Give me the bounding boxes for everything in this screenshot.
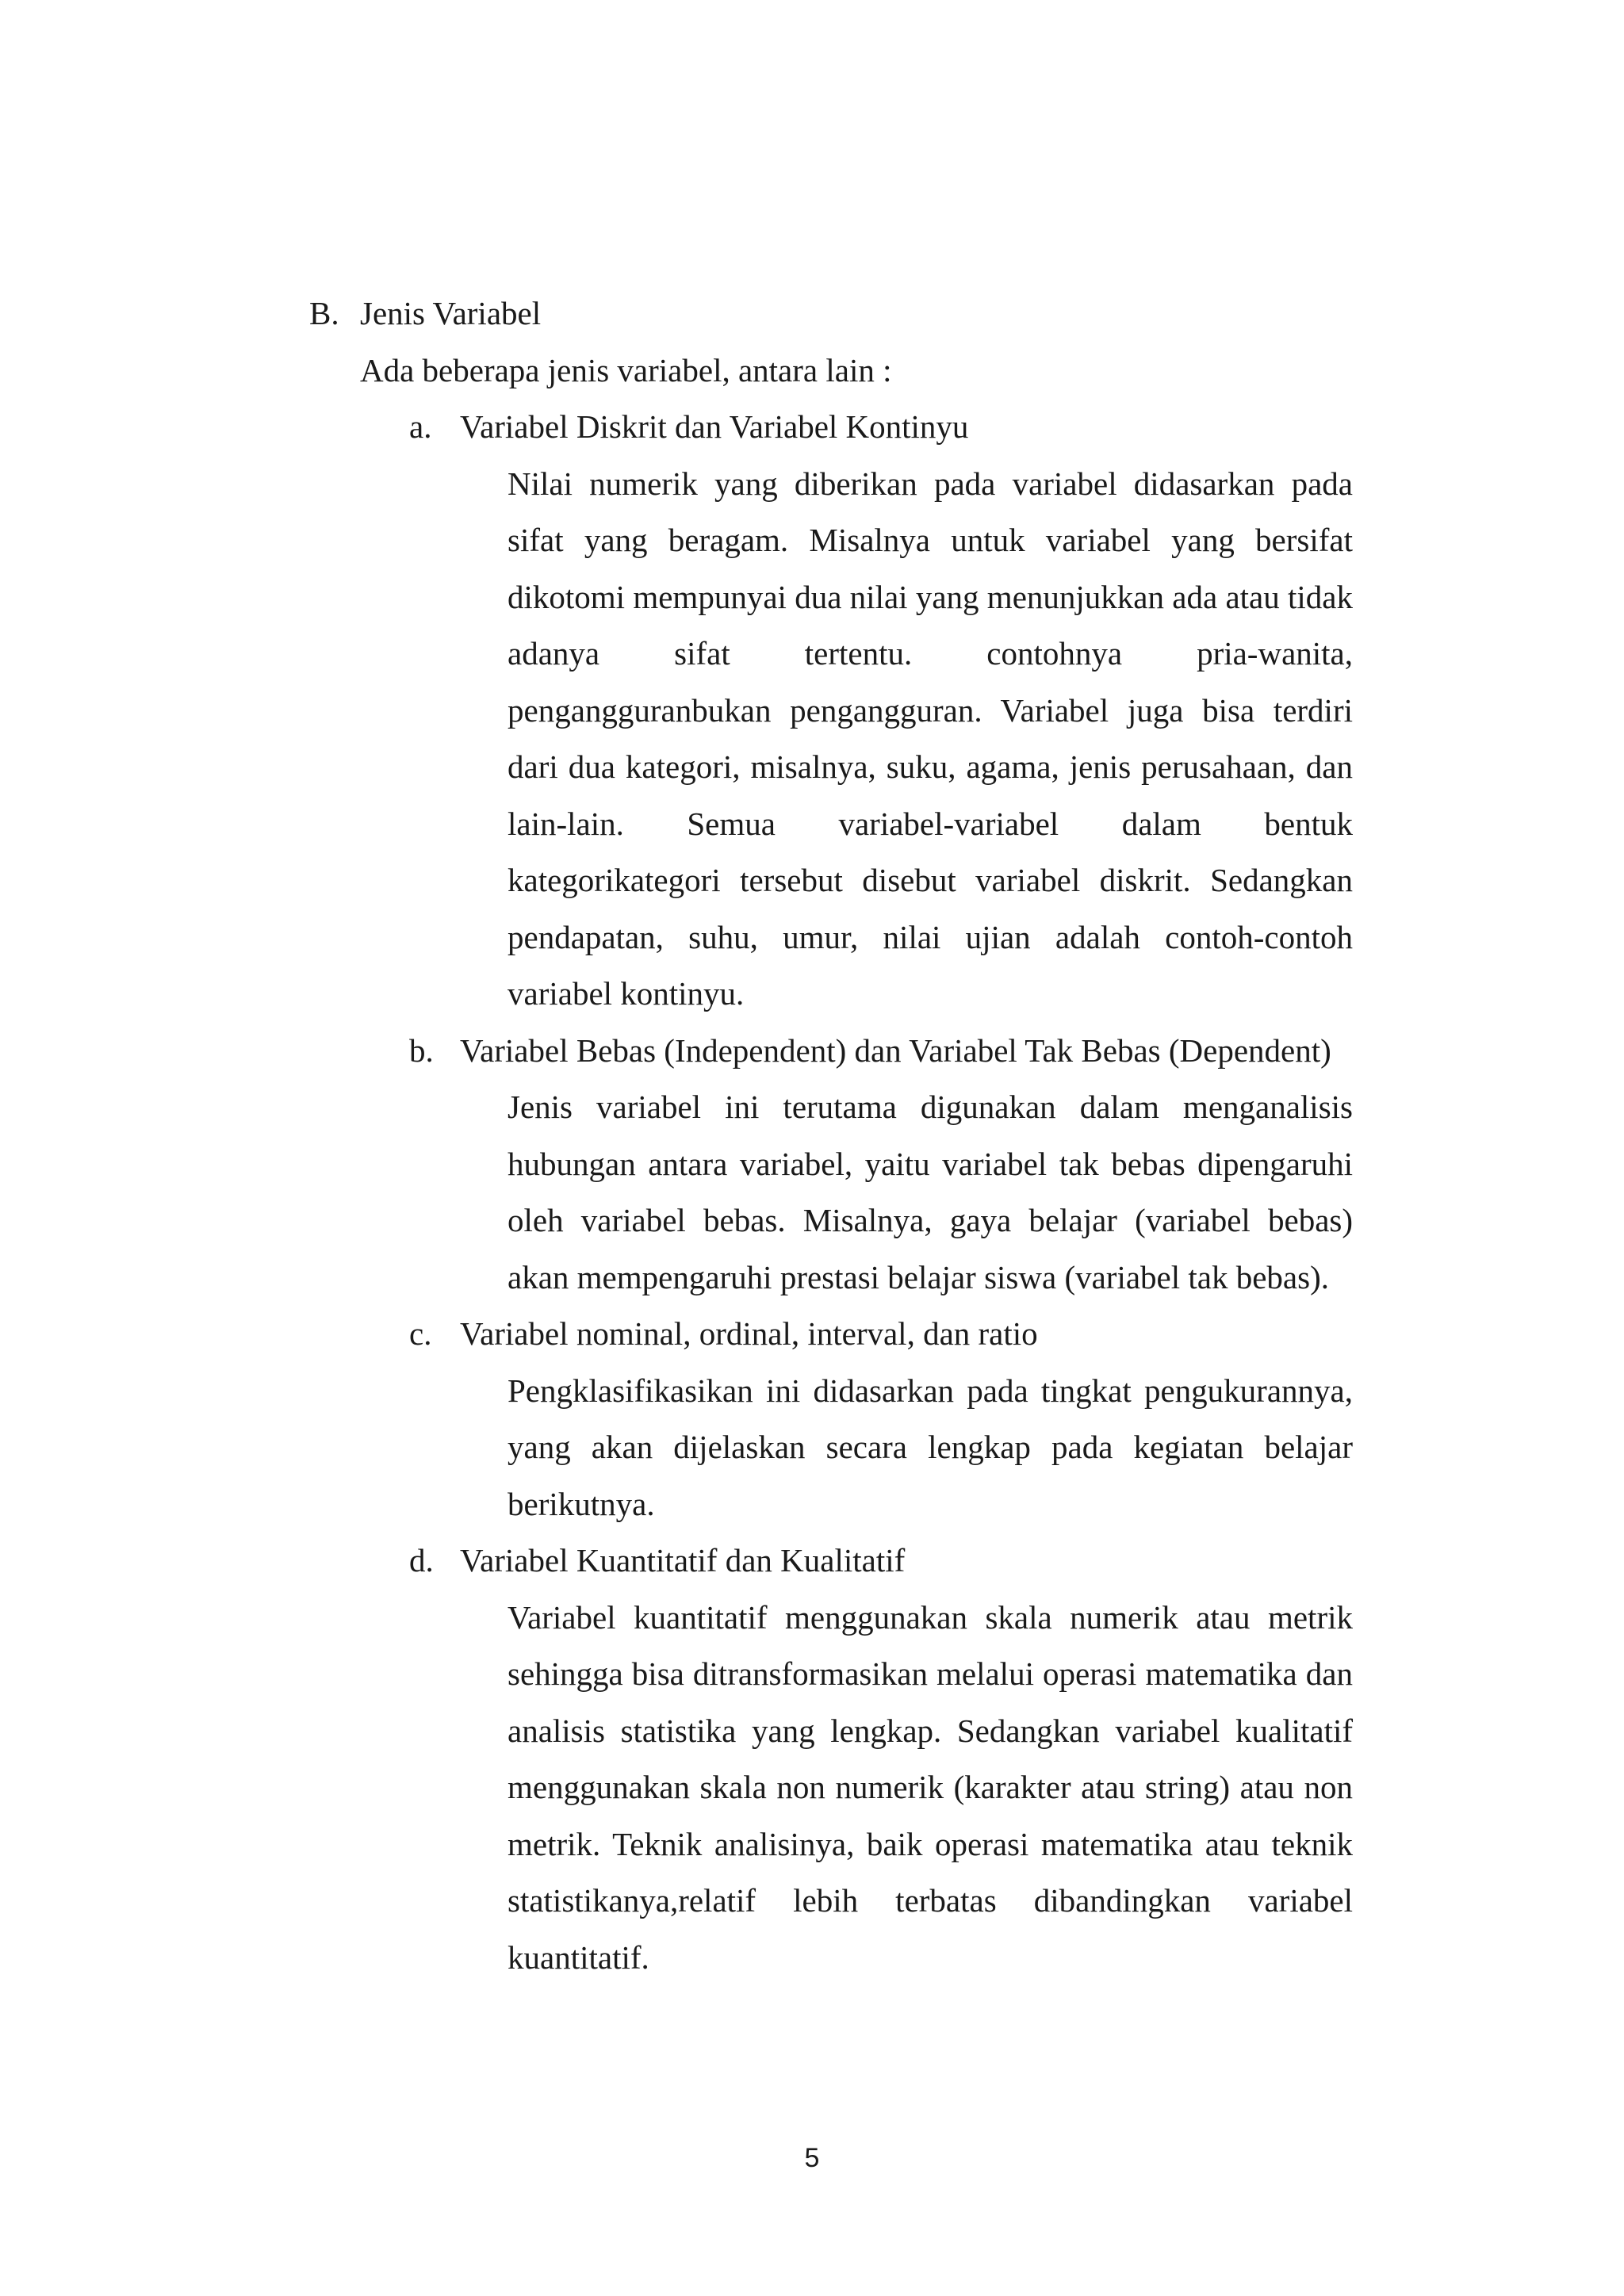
item-letter: a. [409,408,432,445]
item-heading [409,1023,1404,1080]
list-item [409,1306,1404,1533]
item-letter: d. [409,1542,434,1578]
item-body: Pengklasifikasikan ini didasarkan pada tingkat pengukurannya, yang akan dijelaskan secara lengkap pada kegiatan belajar berikutnya. [508,1372,1353,1522]
page-number: 5 [804,2143,820,2173]
item-title: Variabel Bebas (Independent) dan Variabel Tak Bebas (Dependent) [460,1031,1331,1069]
list-item [409,1023,1404,1307]
list-item [409,1533,1404,1986]
section-heading [309,285,1404,342]
item-title: Variabel Kuantitatif dan Kualitatif [460,1542,906,1578]
section-letter: B. [309,295,339,331]
item-body: Variabel kuantitatif menggunakan skala numerik atau metrik sehingga bisa ditransformasikan melalui operasi matematika dan analisis statistika yang lengkap. Sedangkan variabel kualitatif menggunakan skala non numerik (karakter atau string) atau non metrik. Teknik analisinya, baik operasi matematika atau teknik statistikanya,relatif lebih terbatas dibandingkan variabel kuantitatif. [508,1598,1353,1976]
item-title: Variabel Diskrit dan Variabel Kontinyu [460,408,969,445]
item-letter: c. [409,1315,432,1352]
section-title: Jenis Variabel [360,295,542,331]
item-heading [409,399,1404,456]
item-body: Nilai numerik yang diberikan pada variabel didasarkan pada sifat yang beragam. Misalnya untuk variabel yang bersifat dikotomi mempunyai dua nilai yang menunjukkan ada atau tidak adanya sifat tertentu. contohnya pria-wanita, pengangguranbukan pengangguran. Variabel juga bisa terdiri dari dua kategori, misalnya, suku, agama, jenis perusahaan, dan lain-lain. Semua variabel-variabel dalam bentuk kategorikategori tersebut disebut variabel diskrit. Sedangkan pendapatan, suhu, umur, nilai ujian adalah contoh-contoh variabel kontinyu. [508,465,1353,1012]
item-heading [409,1306,1404,1363]
item-heading [409,1533,1404,1590]
page-content [309,285,1404,1986]
section-intro: Ada beberapa jenis variabel, antara lain : [360,351,892,388]
list-item [409,399,1404,1023]
item-body: Jenis variabel ini terutama digunakan dalam menganalisis hubungan antara variabel, yaitu variabel tak bebas dipengaruhi oleh variabel bebas. Misalnya, gaya belajar (variabel bebas) akan mempengaruhi prestasi belajar siswa (variabel tak bebas). [508,1089,1353,1295]
item-title: Variabel nominal, ordinal, interval, dan ratio [460,1315,1038,1352]
item-letter: b. [409,1031,434,1069]
variable-type-list [409,399,1404,1986]
